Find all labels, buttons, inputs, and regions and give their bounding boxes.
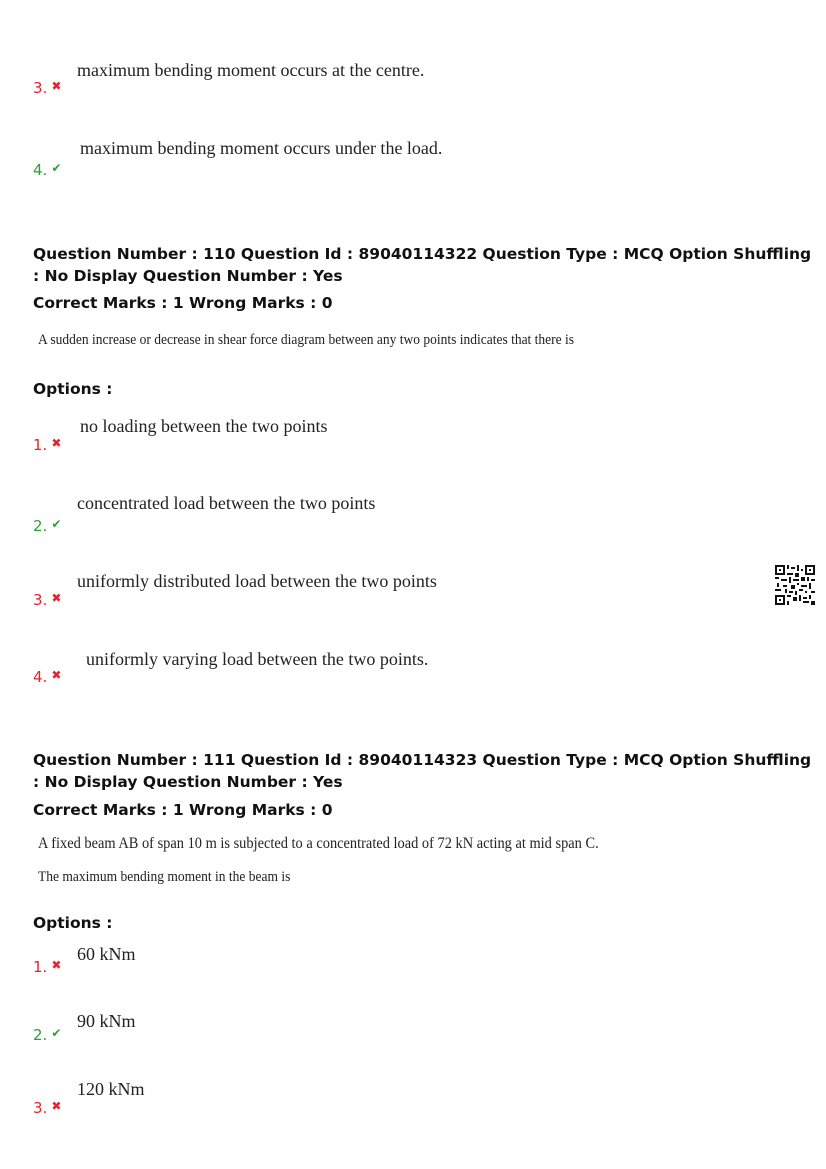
cross-icon: ✖ [51, 958, 62, 972]
option-number: 1. ✖ [33, 436, 62, 454]
options-label: Options : [33, 914, 113, 932]
question-marks: Correct Marks : 1 Wrong Marks : 0 [33, 801, 333, 819]
option-number: 4. ✔ [33, 161, 62, 179]
cross-icon: ✖ [51, 668, 62, 682]
question-header: Question Number : 111 Question Id : 89040114323 Question Type : MCQ Option Shuffling : No Display Question Number : Yes [33, 751, 812, 791]
option-number: 3. ✖ [33, 79, 62, 97]
check-icon: ✔ [51, 161, 62, 175]
option-number: 2. ✔ [33, 517, 62, 535]
option-text: maximum bending moment occurs at the centre. [77, 60, 425, 80]
option-number: 1. ✖ [33, 958, 62, 976]
cross-icon: ✖ [51, 1099, 62, 1113]
option-text: uniformly distributed load between the two points [77, 571, 437, 591]
option-text: maximum bending moment occurs under the load. [80, 138, 443, 158]
option-text: 60 kNm [77, 944, 136, 964]
cross-icon: ✖ [51, 436, 62, 450]
check-icon: ✔ [51, 1026, 62, 1040]
option-number: 2. ✔ [33, 1026, 62, 1044]
question-text: A sudden increase or decrease in shear force diagram between any two points indicates that there is [38, 332, 575, 348]
option-number: 4. ✖ [33, 668, 62, 686]
check-icon: ✔ [51, 517, 62, 531]
question-marks: Correct Marks : 1 Wrong Marks : 0 [33, 294, 333, 312]
option-text: concentrated load between the two points [77, 493, 376, 513]
cross-icon: ✖ [51, 79, 62, 93]
question-text: The maximum bending moment in the beam is [38, 869, 291, 885]
option-text: no loading between the two points [80, 416, 328, 436]
qr-code-icon [775, 565, 815, 605]
option-text: 120 kNm [77, 1079, 145, 1099]
option-text: 90 kNm [77, 1011, 136, 1031]
option-number: 3. ✖ [33, 1099, 62, 1117]
option-number: 3. ✖ [33, 591, 62, 609]
question-header: Question Number : 110 Question Id : 89040114322 Question Type : MCQ Option Shuffling : No Display Question Number : Yes [33, 245, 812, 285]
cross-icon: ✖ [51, 591, 62, 605]
question-text: A fixed beam AB of span 10 m is subjected to a concentrated load of 72 kN acting at mid span C. [38, 835, 599, 852]
option-text: uniformly varying load between the two points. [86, 649, 429, 669]
options-label: Options : [33, 380, 113, 398]
